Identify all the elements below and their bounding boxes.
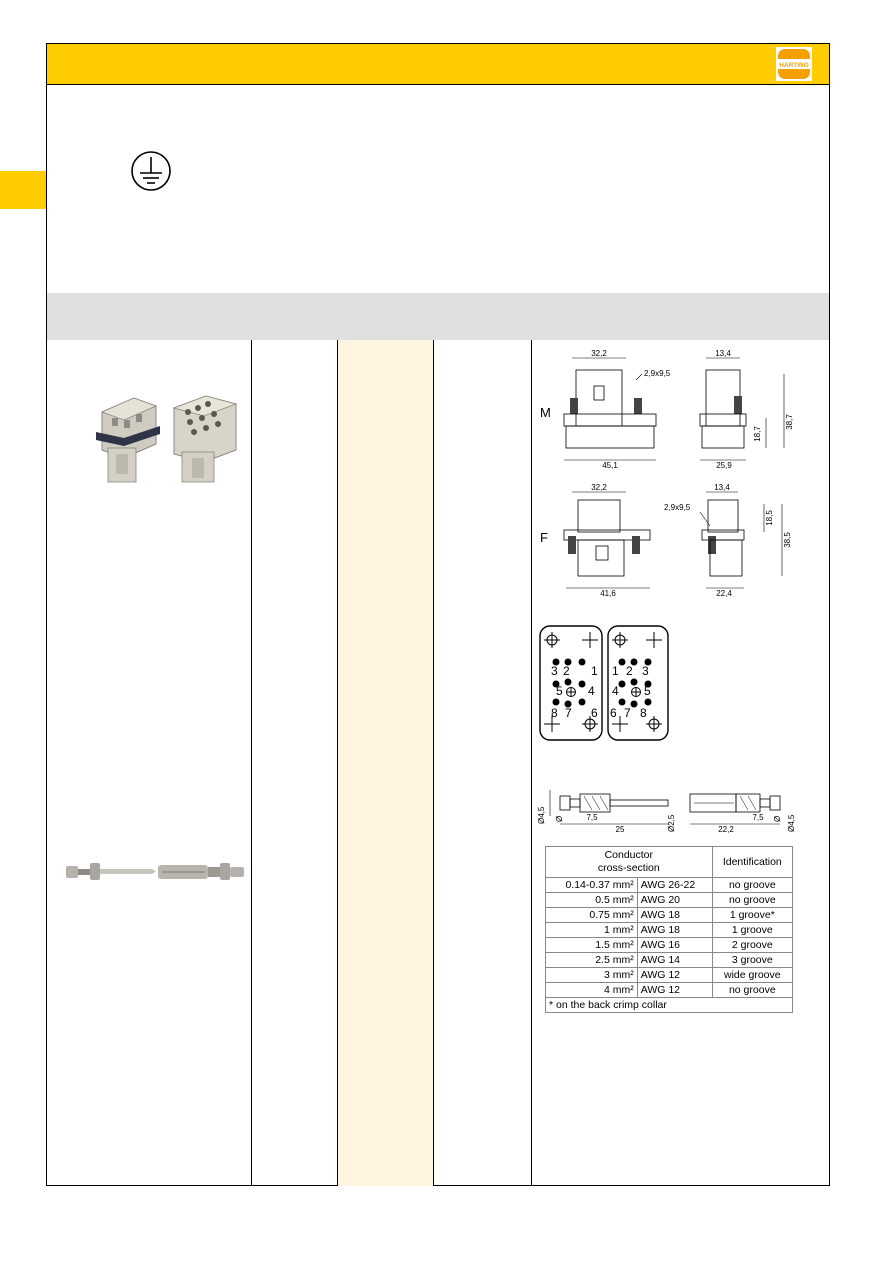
pin-number: 3: [642, 664, 649, 678]
cell-awg: AWG 16: [637, 938, 712, 953]
pin-number: 7: [565, 706, 572, 720]
cell-id: 3 groove: [712, 953, 792, 968]
table-footnote-row: [546, 998, 793, 1013]
pin-number: 6: [610, 706, 617, 720]
dim-label: 2,9x9,5: [644, 369, 671, 378]
dim-label: 25: [615, 825, 625, 834]
dim-label: 41,6: [600, 589, 616, 598]
header-bar: [47, 44, 829, 85]
dim-label: 22,4: [716, 589, 732, 598]
cell-id: no groove: [712, 878, 792, 893]
table-row: [546, 923, 793, 938]
cell-id: 1 groove: [712, 923, 792, 938]
column-divider: [531, 340, 532, 1186]
header-conductor: [546, 847, 713, 878]
female-side-drawing: [664, 482, 804, 598]
table-header-row: [546, 847, 793, 878]
dim-label: 38,5: [783, 532, 792, 548]
table-row: [546, 908, 793, 923]
header-conductor-line: Conductor: [604, 849, 654, 861]
dim-label: Ø2,5: [667, 814, 676, 832]
dim-label: 22,2: [718, 825, 734, 834]
female-front-drawing: [556, 482, 666, 598]
connector-inserts-photo: [94, 392, 246, 486]
pin-number: 4: [588, 684, 595, 698]
pin-number: 7: [624, 706, 631, 720]
cell-awg: AWG 12: [637, 983, 712, 998]
cell-id: 1 groove*: [712, 908, 792, 923]
cell-awg: AWG 12: [637, 968, 712, 983]
conductor-identification-table: [545, 846, 793, 1013]
dim-label: 18,7: [753, 426, 762, 442]
female-label: F: [540, 530, 548, 545]
dim-label: 25,9: [716, 461, 732, 470]
dim-label: Ø4,5: [537, 806, 546, 824]
crimp-contacts-photo: [64, 858, 246, 884]
pin-number: 1: [612, 664, 619, 678]
dim-label: 7,5: [752, 813, 764, 822]
pin-number: 1: [591, 664, 598, 678]
column-divider: [433, 340, 434, 1186]
table-row: [546, 878, 793, 893]
table-footnote: * on the back crimp collar: [546, 998, 793, 1013]
header-identification: Identification: [712, 847, 792, 878]
protective-earth-icon: [128, 151, 174, 191]
dim-label: Ø4,5: [787, 814, 796, 832]
pin-layout-drawing: [538, 624, 670, 744]
table-row: [546, 938, 793, 953]
harting-logo: [776, 47, 812, 81]
cell-mm: 2.5 mm²: [546, 953, 638, 968]
cell-mm: 0.75 mm²: [546, 908, 638, 923]
pin-number: 5: [644, 684, 651, 698]
section-tab: [0, 171, 46, 209]
cell-awg: AWG 18: [637, 923, 712, 938]
cell-mm: 1 mm²: [546, 923, 638, 938]
cell-mm: 4 mm²: [546, 983, 638, 998]
cell-mm: 3 mm²: [546, 968, 638, 983]
pin-number: 4: [612, 684, 619, 698]
male-side-drawing: [696, 348, 806, 472]
dim-label: Ø: [555, 815, 564, 822]
cell-mm: 0.5 mm²: [546, 893, 638, 908]
table-row: [546, 983, 793, 998]
cell-mm: 1.5 mm²: [546, 938, 638, 953]
cell-awg: AWG 14: [637, 953, 712, 968]
pin-number: 8: [640, 706, 647, 720]
male-label: M: [540, 405, 551, 420]
dim-label: 32,2: [591, 483, 607, 492]
table-row: [546, 893, 793, 908]
header-conductor-line: cross-section: [597, 862, 660, 874]
table-header-band: [47, 293, 829, 340]
dim-label: 38,7: [785, 414, 794, 430]
cell-id: no groove: [712, 983, 792, 998]
dim-label: 18,5: [765, 510, 774, 526]
table-row: [546, 968, 793, 983]
cell-awg: AWG 18: [637, 908, 712, 923]
pin-number: 3: [551, 664, 558, 678]
pin-number: 8: [551, 706, 558, 720]
table-row: [546, 953, 793, 968]
dim-label: 2,9x9,5: [664, 503, 691, 512]
pin-number: 6: [591, 706, 598, 720]
cell-awg: AWG 26-22: [637, 878, 712, 893]
contact-dimension-drawing: [536, 780, 798, 840]
brand-text: HARTING: [779, 62, 809, 69]
cell-awg: AWG 20: [637, 893, 712, 908]
dim-label: 13,4: [714, 483, 730, 492]
dim-label: 7,5: [586, 813, 598, 822]
column-divider: [251, 340, 252, 1186]
cell-id: wide groove: [712, 968, 792, 983]
pin-number: 5: [556, 684, 563, 698]
pin-number: 2: [626, 664, 633, 678]
pin-number: 2: [563, 664, 570, 678]
male-front-drawing: [556, 348, 671, 472]
dim-label: 32,2: [591, 349, 607, 358]
cell-id: no groove: [712, 893, 792, 908]
cell-mm: 0.14-0.37 mm²: [546, 878, 638, 893]
dim-label: 13,4: [715, 349, 731, 358]
cell-id: 2 groove: [712, 938, 792, 953]
page-frame: [46, 43, 830, 1186]
highlight-column: [337, 340, 433, 1186]
dim-label: 45,1: [602, 461, 618, 470]
dim-label: Ø: [773, 815, 782, 822]
column-divider: [337, 340, 338, 1186]
